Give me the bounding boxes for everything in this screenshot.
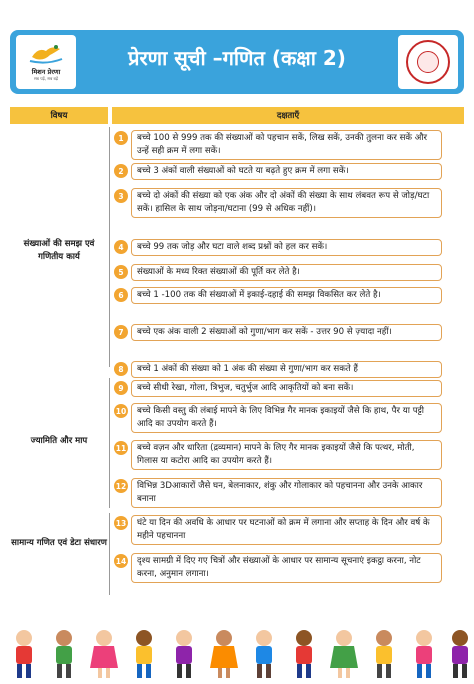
skill-row (114, 188, 442, 218)
header-banner (10, 30, 464, 94)
kid-figure-icon (330, 630, 358, 678)
skill-text: बच्चे एक अंक वाली 2 संख्याओं को गुणा/भाग कर सकें - उत्तर 90 से ज़्यादा नहीं। (131, 324, 442, 341)
subject-geometry: ज्यामिति और माप (30, 436, 88, 446)
seal-icon (406, 40, 450, 84)
skill-number: 4 (114, 240, 128, 254)
skill-number: 14 (114, 554, 128, 568)
subject-number-sense: संख्याओं की समझ एवं गणितीय कार्य (23, 239, 95, 262)
skill-number: 9 (114, 381, 128, 395)
skill-row (114, 515, 442, 545)
skill-number: 8 (114, 362, 128, 376)
skill-row (114, 361, 442, 378)
subject-data-handling: सामान्य गणित एवं डेटा संधारण (11, 538, 107, 548)
kid-figure-icon (376, 630, 392, 678)
skill-text: बच्चे दो अंकों की संख्या को एक अंक और दो अंकों की संख्या के साथ लंबवत रूप से जोड़/घटा सकें। हासिल के साथ जोड़ना/घटाना (99 से अधिक नहीं)। (131, 188, 442, 218)
page-title: प्रेरणा सूची –गणित (कक्षा 2) (128, 46, 346, 70)
divider (109, 127, 110, 367)
kid-figure-icon (416, 630, 432, 678)
kid-figure-icon (296, 630, 312, 678)
skill-number: 10 (114, 404, 128, 418)
kid-figure-icon (90, 630, 118, 678)
skill-row (114, 553, 442, 583)
skill-row (114, 478, 442, 508)
divider (109, 513, 110, 595)
skill-row (114, 440, 442, 470)
logo-name: मिशन प्रेरणा (31, 67, 61, 76)
kid-figure-icon (16, 630, 32, 678)
logo-tagline: सब पढ़ें, सब बढ़ें (33, 75, 59, 81)
children-illustration (0, 624, 474, 684)
kid-figure-icon (176, 630, 192, 678)
skill-text: बच्चे सीधी रेखा, गोला, त्रिभुज, चतुर्भुज आदि आकृतियों को बना सकें। (131, 380, 442, 397)
skill-row (114, 264, 442, 281)
skill-row (114, 324, 442, 341)
column-header-skills: दक्षताएँ (112, 107, 464, 124)
skill-number: 2 (114, 164, 128, 178)
skill-text: बच्चे किसी वस्तु की लंबाई मापने के लिए विभिन्न गैर मानक इकाइयों जैसे कि हाथ, पैर या पट्टी आदि का उपयोग करते हैं। (131, 403, 442, 433)
kid-figure-icon (452, 630, 468, 678)
skill-number: 12 (114, 479, 128, 493)
skill-number: 5 (114, 265, 128, 279)
skill-number: 6 (114, 288, 128, 302)
skill-number: 13 (114, 516, 128, 530)
bird-logo-icon (28, 43, 64, 65)
skill-row (114, 403, 442, 433)
skill-row (114, 239, 442, 256)
skill-row (114, 380, 442, 397)
skill-text: बच्चे वज़न और धारिता (द्रव्यमान) मापने के लिए गैर मानक इकाइयों जैसे कि पत्थर, मोती, गिलास या कटोरा आदि का उपयोग करते हैं। (131, 440, 442, 470)
skill-text: बच्चे 1 -100 तक की संख्याओं में इकाई-दहाई की समझ विकसित कर लेते है। (131, 287, 442, 304)
kid-figure-icon (56, 630, 72, 678)
skill-text: विभिन्न 3Dआकारों जैसे घन, बेलनाकार, शंकु और गोलाकार को पहचानना और उनके आकार बनाना (131, 478, 442, 508)
skill-row (114, 287, 442, 304)
skill-text: बच्चे 3 अंकों वाली संख्याओं को घटते या बढ़ते हुए क्रम में लगा सकें। (131, 163, 442, 180)
skill-text: दृश्य सामग्री में दिए गए चित्रों और संख्याओं के आधार पर सामान्य सूचनाएं इकट्ठा करना, नोट करना, अनुमान लगाना। (131, 553, 442, 583)
skill-number: 1 (114, 131, 128, 145)
mission-prerna-logo (16, 35, 76, 89)
divider (109, 378, 110, 508)
kid-figure-icon (256, 630, 272, 678)
skill-text: बच्चे 100 से 999 तक की संख्याओं को पहचान सकें, लिख सकें, उनकी तुलना कर सकें और उन्हें सही क्रम में लगा सकें। (131, 130, 442, 160)
skill-row (114, 163, 442, 180)
skill-number: 11 (114, 441, 128, 455)
skill-text: संख्याओं के मध्य रिक्त संख्याओं की पूर्ति कर लेते है। (131, 264, 442, 281)
skill-text: बच्चे 99 तक जोड़ और घटा वाले शब्द प्रश्नों को हल कर सकें। (131, 239, 442, 256)
skill-row (114, 130, 442, 160)
kid-figure-icon (210, 630, 238, 678)
skill-number: 3 (114, 189, 128, 203)
skill-number: 7 (114, 325, 128, 339)
column-header-subject: विषय (10, 107, 108, 124)
kid-figure-icon (136, 630, 152, 678)
skill-text: घंटे या दिन की अवधि के आधार पर घटनाओं को क्रम में लगाना और सप्ताह के दिन और वर्ष के महीने पहचानना (131, 515, 442, 545)
skill-text: बच्चे 1 अंकों की संख्या को 1 अंक की संख्या से गुणा/भाग कर सकते हैं (131, 361, 442, 378)
up-government-seal (398, 35, 458, 89)
